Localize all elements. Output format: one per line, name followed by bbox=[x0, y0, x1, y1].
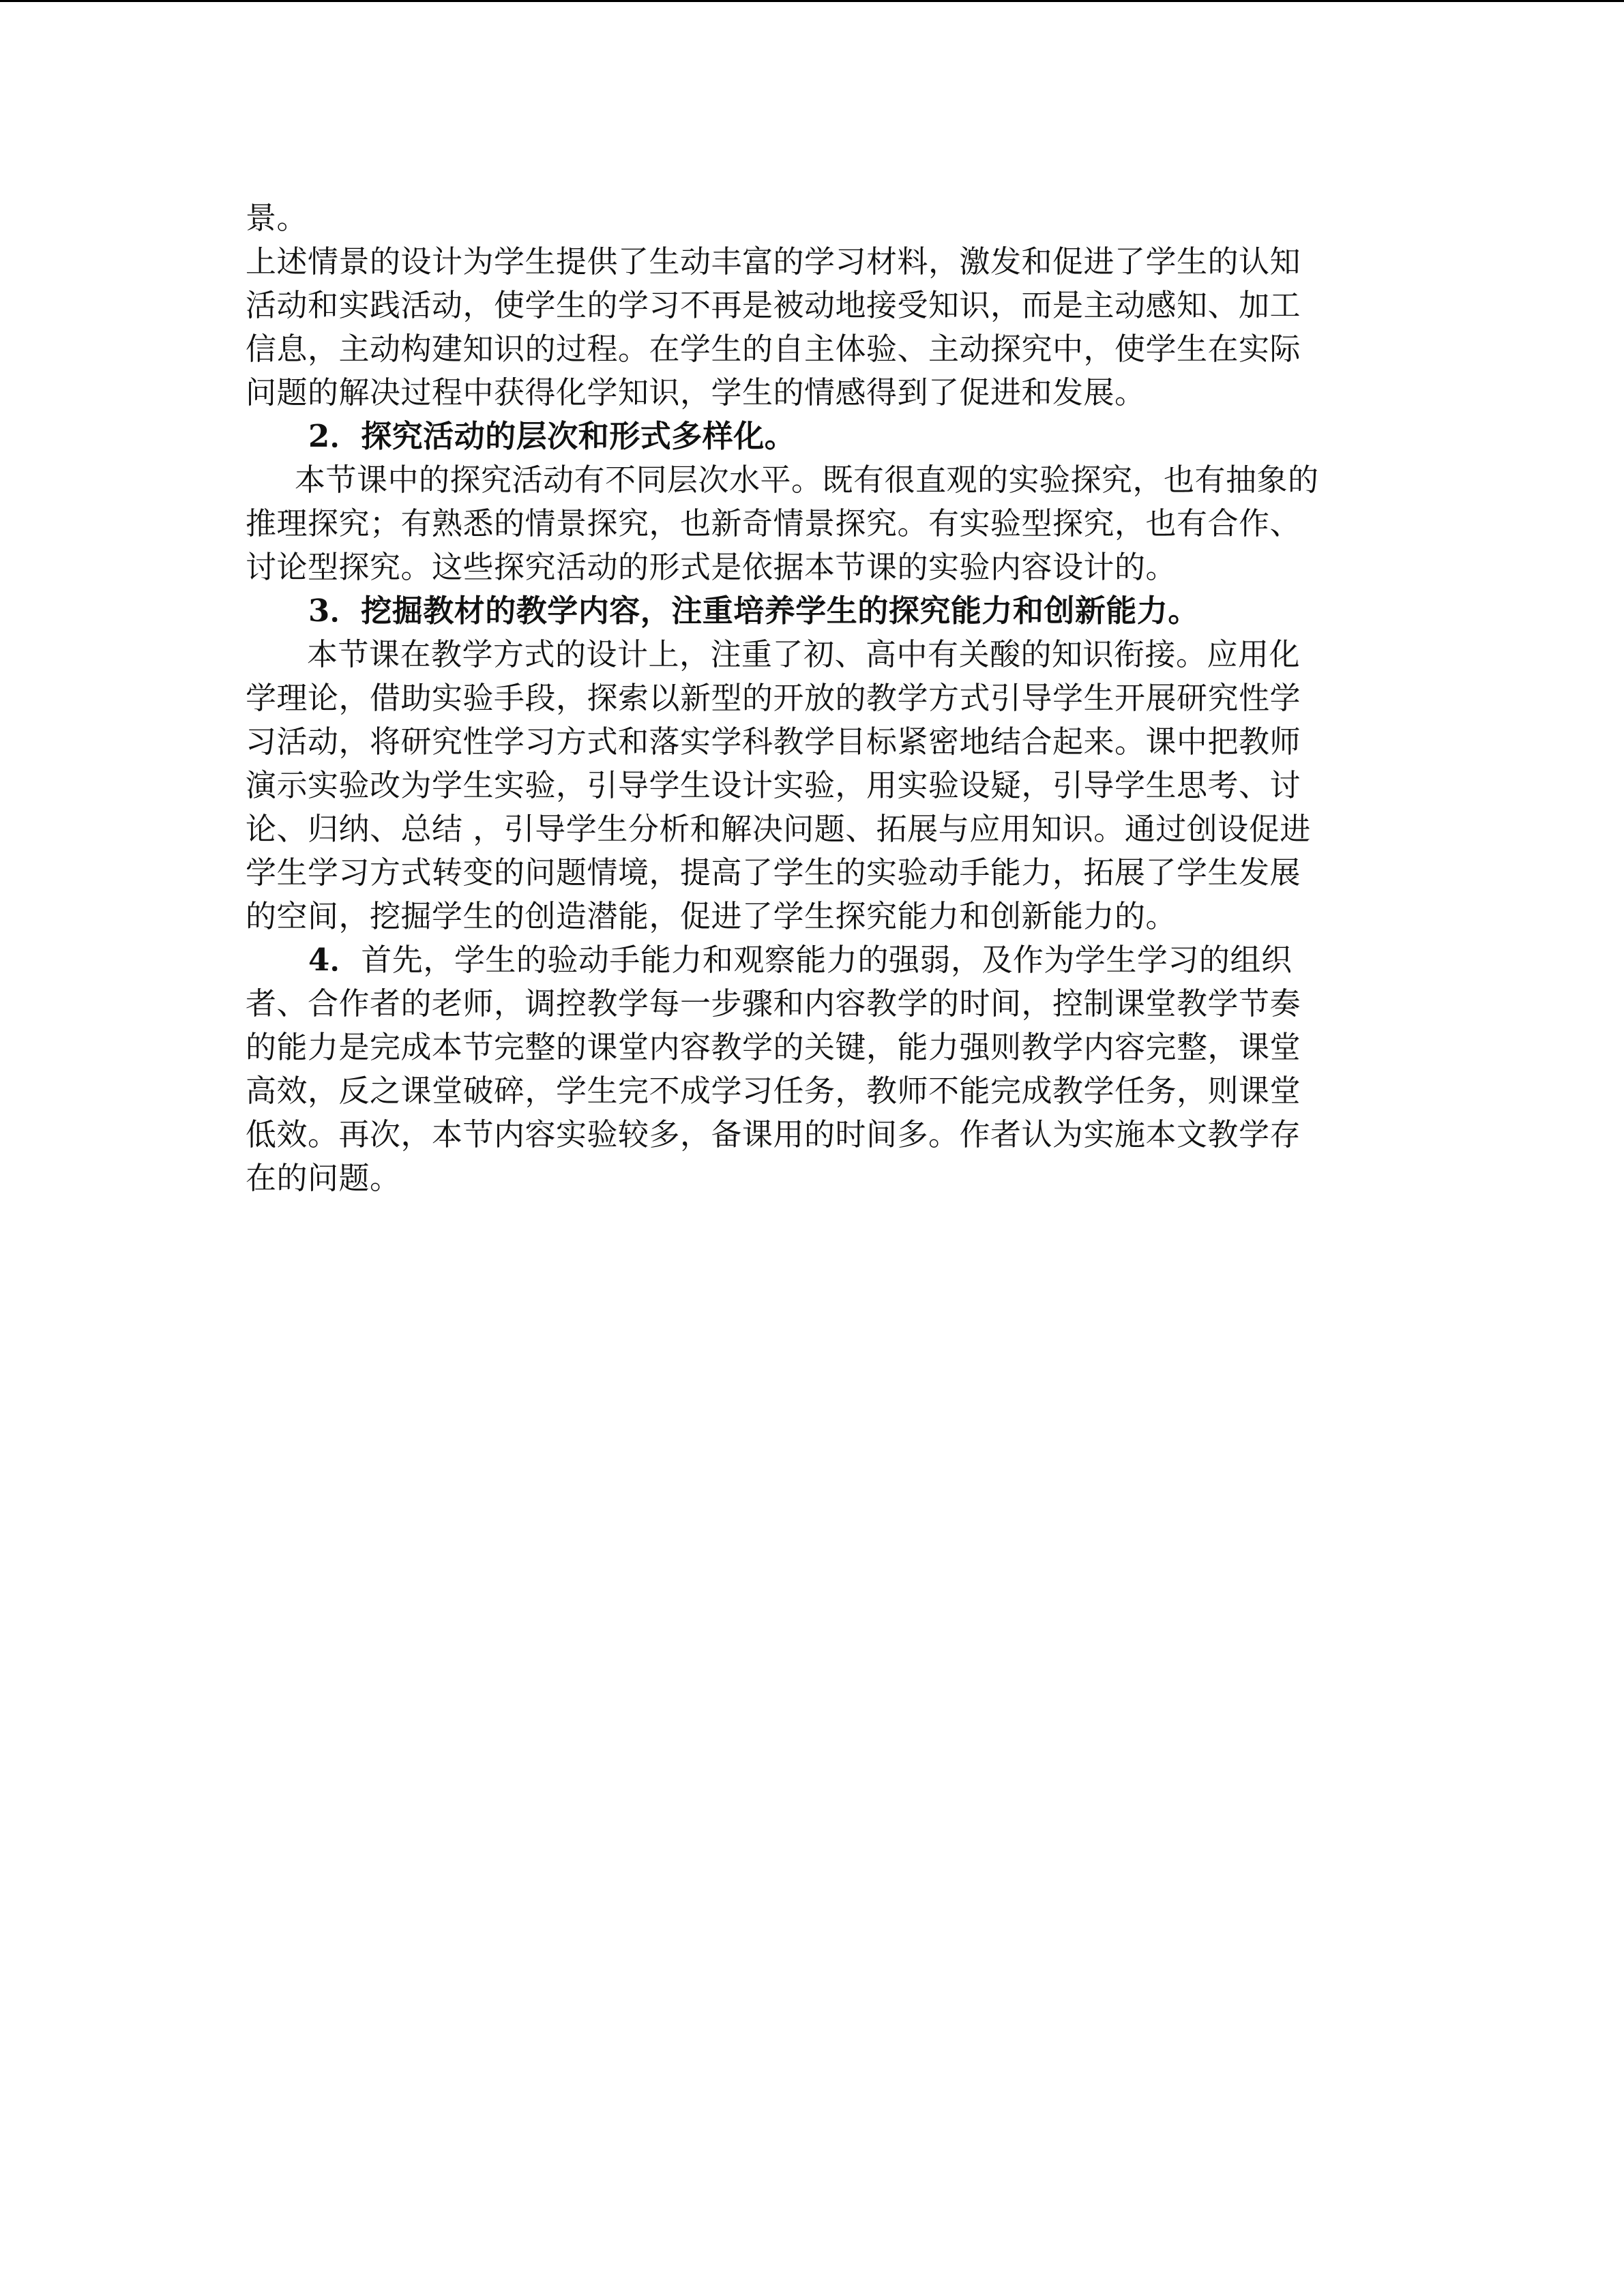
text-line: 学生学习方式转变的问题情境，提高了学生的实验动手能力，拓展了学生发展 bbox=[246, 854, 1301, 891]
text-line: 景。 bbox=[246, 200, 308, 236]
point-4-number: 4． bbox=[308, 942, 361, 978]
text-line: 的能力是完成本节完整的课堂内容教学的关键，能力强则教学内容完整，课堂 bbox=[246, 1029, 1301, 1065]
text-line: 学理论，借助实验手段，探索以新型的开放的教学方式引导学生开展研究性学 bbox=[246, 680, 1301, 716]
document-body bbox=[246, 196, 1378, 1200]
text-line: 本节课在教学方式的设计上，注重了初、高中有关酸的知识衔接。应用化 bbox=[307, 636, 1301, 672]
section-heading-3: 3．挖掘教材的教学内容，注重培养学生的探究能力和创新能力。 bbox=[308, 593, 1199, 629]
text-line: 本节课中的探究活动有不同层次水平。既有很直观的实验探究，也有抽象的 bbox=[295, 462, 1319, 498]
text-line: 习活动，将研究性学习方式和落实学科教学目标紧密地结合起来。课中把教师 bbox=[246, 724, 1301, 760]
text-line: 问题的解决过程中获得化学知识，学生的情感得到了促进和发展。 bbox=[246, 374, 1146, 411]
text-line: 论、归纳、总结 ，引导学生分析和解决问题、拓展与应用知识。通过创设促进 bbox=[246, 811, 1311, 847]
paragraph-4-first-line bbox=[246, 938, 1378, 982]
page-top-border bbox=[0, 0, 1624, 2]
text-line: 讨论型探究。这些探究活动的形式是依据本节课的实验内容设计的。 bbox=[246, 549, 1177, 585]
text-line: 的空间，挖掘学生的创造潜能，促进了学生探究能力和创新能力的。 bbox=[246, 898, 1177, 934]
text-line: 演示实验改为学生实验，引导学生设计实验，用实验设疑，引导学生思考、讨 bbox=[246, 767, 1301, 803]
text-line: 高效，反之课堂破碎，学生完不成学习任务，教师不能完成教学任务，则课堂 bbox=[246, 1073, 1301, 1109]
point-4-text: 首先，学生的验动手能力和观察能力的强弱，及作为学生学习的组织 bbox=[361, 942, 1293, 978]
text-line: 信息，主动构建知识的过程。在学生的自主体验、主动探究中，使学生在实际 bbox=[246, 331, 1301, 367]
text-line: 在的问题。 bbox=[246, 1160, 401, 1196]
text-line: 活动和实践活动，使学生的学习不再是被动地接受知识，而是主动感知、加工 bbox=[246, 287, 1301, 323]
section-heading-2: 2．探究活动的层次和形式多样化。 bbox=[308, 418, 796, 454]
text-line: 者、合作者的老师，调控教学每一步骤和内容教学的时间，控制课堂教学节奏 bbox=[246, 985, 1301, 1022]
text-line: 低效。再次，本节内容实验较多，备课用的时间多。作者认为实施本文教学存 bbox=[246, 1116, 1301, 1152]
text-line: 上述情景的设计为学生提供了生动丰富的学习材料，激发和促进了学生的认知 bbox=[246, 243, 1301, 280]
text-line: 推理探究；有熟悉的情景探究，也新奇情景探究。有实验型探究，也有合作、 bbox=[246, 505, 1301, 541]
